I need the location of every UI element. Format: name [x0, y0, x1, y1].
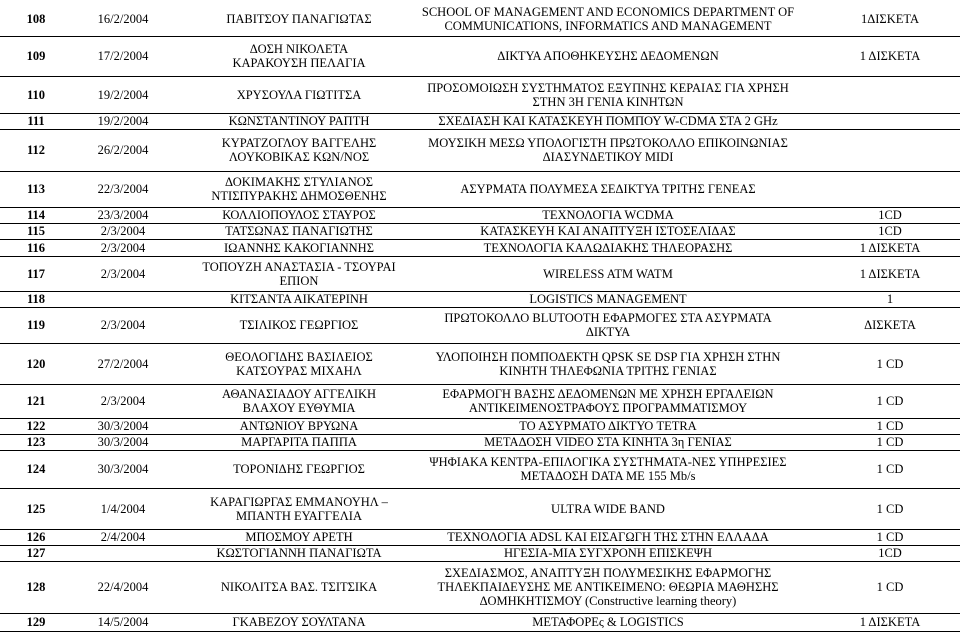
- student-names-line: ΜΑΡΓΑΡΙΤΑ ΠΑΠΠΑ: [241, 435, 357, 449]
- student-names: [180, 113, 418, 129]
- row-date-line: 22/3/2004: [97, 182, 149, 196]
- storage-medium: [822, 256, 958, 291]
- thesis-title-line: ΤΟ ΑΣΥΡΜΑΤΟ ΔΙΚΤΥΟ TETRA: [519, 419, 697, 433]
- thesis-title-line: ΜΕΤΑΔΟΣΗ VIDEO ΣΤΑ ΚΙΝΗΤΑ 3η ΓΕΝΙΑΣ: [484, 435, 732, 449]
- thesis-title-line: ΕΦΑΡΜΟΓΗ ΒΑΣΗΣ ΔΕΔΟΜΕΝΩΝ ΜΕ ΧΡΗΣΗ ΕΡΓΑΛΕΙΩΝ: [442, 387, 774, 401]
- thesis-title-line: ΤΗΛΕΚΠΑΙΔΕΥΣΗΣ ΜΕ ΑΝΤΙΚΕΙΜΕΝΟ: ΘΕΩΡΙΑ ΜΑΘΗΣΗΣ: [437, 580, 779, 594]
- row-number: [0, 77, 72, 113]
- student-names-line: ΤΑΤΣΩΝΑΣ ΠΑΝΑΓΙΩΤΗΣ: [225, 224, 373, 238]
- row-number-line: 129: [26, 615, 46, 629]
- thesis-title-line: ΤΕΧΝΟΛΟΓΙΑ ΚΑΛΩΔΙΑΚΗΣ ΤΗΛΕΟΡΑΣΗΣ: [483, 240, 733, 255]
- thesis-title-line: ΑΣΥΡΜΑΤΑ ΠΟΛΥΜΕΣΑ ΣΕΔΙΚΤΥΑ ΤΡΙΤΗΣ ΓΕΝΕΑΣ: [460, 182, 756, 196]
- student-names: [180, 529, 418, 545]
- student-names-line: ΚΥΡΑΤΖΟΓΛΟΥ ΒΑΓΓΕΛΗΣ: [221, 136, 377, 150]
- thesis-title: [388, 450, 828, 488]
- row-date-line: 2/3/2004: [100, 240, 146, 255]
- row-number: [0, 488, 72, 529]
- student-names: [180, 488, 418, 529]
- thesis-title: [388, 384, 828, 418]
- row-date-line: 30/3/2004: [97, 462, 149, 476]
- thesis-title-line: ΔΙΚΤΥΑ ΑΠΟΘΗΚΕΥΣΗΣ ΔΕΔΟΜΕΝΩΝ: [497, 49, 719, 63]
- storage-medium: [822, 434, 958, 450]
- storage-medium-line: 1 ΔΙΣΚΕΤΑ: [859, 240, 921, 255]
- storage-medium: [822, 613, 958, 631]
- thesis-title-line: ΑΝΤΙΚΕΙΜΕΝΟΣΤΡΑΦΟΥΣ ΠΡΟΓΡΑΜΜΑΤΙΣΜΟΥ: [468, 401, 748, 415]
- row-number-line: 124: [26, 462, 46, 476]
- thesis-title: [388, 434, 828, 450]
- row-number: [0, 129, 72, 171]
- thesis-title-line: ΣΧΕΔΙΑΣΜΟΣ, ΑΝΑΠΤΥΞΗ ΠΟΛΥΜΕΣΙΚΗΣ ΕΦΑΡΜΟΓΗΣ: [444, 566, 772, 580]
- row-date: [70, 129, 176, 171]
- student-names-line: ΙΩΑΝΝΗΣ ΚΑΚΟΓΙΑΝΝΗΣ: [224, 240, 374, 255]
- row-number: [0, 256, 72, 291]
- thesis-title-line: ULTRA WIDE BAND: [551, 501, 665, 516]
- storage-medium: [822, 207, 958, 223]
- student-names: [180, 36, 418, 76]
- student-names: [180, 418, 418, 434]
- student-names-line: ΤΟΡΟΝΙΔΗΣ ΓΕΩΡΓΙΟΣ: [233, 462, 365, 476]
- thesis-title: [388, 613, 828, 631]
- student-names: [180, 613, 418, 631]
- row-date: [70, 561, 176, 613]
- storage-medium: [822, 384, 958, 418]
- thesis-title: [388, 307, 828, 343]
- storage-medium-line: 1 CD: [876, 435, 904, 449]
- student-names-line: ΝΤΙΣΠΥΡΑΚΗΣ ΔΗΜΟΣΘΕΝΗΣ: [211, 189, 387, 203]
- student-names-line: ΚΩΝΣΤΑΝΤΙΝΟΥ ΡΑΠΤΗ: [228, 114, 370, 128]
- student-names: [180, 434, 418, 450]
- row-number-line: 119: [26, 318, 46, 332]
- row-number-line: 121: [26, 394, 46, 408]
- row-number: [0, 239, 72, 256]
- row-number-line: 116: [26, 240, 46, 255]
- row-number-line: 115: [26, 224, 46, 238]
- row-date-line: 1/4/2004: [100, 501, 146, 516]
- row-date-line: 30/3/2004: [97, 435, 149, 449]
- thesis-title-line: ΜΟΥΣΙΚΗ ΜΕΣΩ ΥΠΟΛΟΓΙΣΤΗ ΠΡΩΤΟΚΟΛΛΟ ΕΠΙΚΟΙΝΩΝΙΑΣ: [428, 136, 788, 150]
- row-number-line: 113: [26, 182, 46, 196]
- storage-medium-line: 1 CD: [876, 501, 904, 516]
- thesis-title-line: WIRELESS ATM WATM: [543, 266, 673, 281]
- storage-medium-line: 1: [886, 292, 894, 306]
- thesis-title-line: COMMUNICATIONS, INFORMATICS AND MANAGEMENT: [444, 19, 772, 33]
- row-date-line: 22/4/2004: [97, 580, 149, 594]
- storage-medium-line: 1 CD: [876, 394, 904, 408]
- row-date: [70, 307, 176, 343]
- thesis-title-line: ΗΓΕΣΙΑ-ΜΙΑ ΣΥΓΧΡΟΝΗ ΕΠΙΣΚΕΨΗ: [504, 546, 712, 560]
- row-date-line: 26/2/2004: [97, 143, 149, 157]
- storage-medium: [822, 223, 958, 239]
- row-date-line: 19/2/2004: [97, 88, 149, 102]
- student-names-line: ΘΕΟΛΟΓΙΔΗΣ ΒΑΣΙΛΕΙΟΣ: [225, 349, 373, 364]
- thesis-title-line: ΜΕΤΑΔΟΣΗ DATA ΜΕ 155 Mb/s: [520, 469, 696, 483]
- thesis-title-line: ΔΙΚΤΥΑ: [585, 325, 631, 339]
- storage-medium: [822, 2, 958, 36]
- student-names-line: ΜΠΟΣΜΟΥ ΑΡΕΤΗ: [245, 530, 353, 544]
- student-names-line: ΒΛΑΧΟΥ ΕΥΘΥΜΙΑ: [242, 401, 356, 415]
- row-date-line: 2/4/2004: [100, 530, 146, 544]
- row-number: [0, 307, 72, 343]
- thesis-title-line: ΨΗΦΙΑΚΑ ΚΕΝΤΡΑ-ΕΠΙΛΟΓΙΚΑ ΣΥΣΤΗΜΑΤΑ-ΝΕΣ ΥΠΗΡΕΣΙΕΣ: [429, 455, 787, 469]
- thesis-title-line: ΣΧΕΔΙΑΣΗ ΚΑΙ ΚΑΤΑΣΚΕΥΗ ΠΟΜΠΟΥ W-CDMA ΣΤΑ 2 GHz: [438, 114, 778, 128]
- row-date: [70, 77, 176, 113]
- thesis-title-line: ΚΙΝΗΤΗ ΤΗΛΕΦΩΝΙΑ ΤΡΙΤΗΣ ΓΕΝΙΑΣ: [499, 363, 717, 378]
- row-number: [0, 434, 72, 450]
- row-date-line: 30/3/2004: [97, 419, 149, 433]
- row-number-line: 117: [26, 266, 46, 281]
- student-names-line: ΠΑΒΙΤΣΟΥ ΠΑΝΑΓΙΩΤΑΣ: [226, 12, 372, 26]
- student-names-line: ΑΘΑΝΑΣΙΑΔΟΥ ΑΓΓΕΛΙΚΗ: [221, 387, 377, 401]
- row-date: [70, 2, 176, 36]
- thesis-title: [388, 129, 828, 171]
- row-date: [70, 256, 176, 291]
- thesis-title-line: ΤΕΧΝΟΛΟΓΙΑ WCDMA: [542, 208, 674, 222]
- row-number-line: 122: [26, 419, 46, 433]
- row-number: [0, 450, 72, 488]
- thesis-title: [388, 488, 828, 529]
- student-names-line: ΛΟΥΚΟΒΙΚΑΣ ΚΩΝ/ΝΟΣ: [228, 150, 370, 164]
- row-number-line: 109: [26, 49, 46, 63]
- thesis-title: [388, 77, 828, 113]
- row-number-line: 120: [26, 356, 46, 371]
- student-names-line: ΚΟΛΛΙΟΠΟΥΛΟΣ ΣΤΑΥΡΟΣ: [222, 208, 376, 222]
- storage-medium-line: 1 CD: [876, 419, 904, 433]
- thesis-title-line: ΤΕΧΝΟΛΟΓΙΑ ADSL ΚΑΙ ΕΙΣΑΓΩΓΗ ΤΗΣ ΣΤΗΝ ΕΛΛΑΔΑ: [447, 530, 769, 544]
- student-names-line: ΚΑΡΑΚΟΥΣΗ ΠΕΛΑΓΙΑ: [232, 56, 366, 70]
- thesis-title-line: ΠΡΟΣΟΜΟΙΩΣΗ ΣΥΣΤΗΜΑΤΟΣ ΕΞΥΠΝΗΣ ΚΕΡΑΙΑΣ ΓΙΑ ΧΡΗΣΗ: [427, 81, 789, 95]
- row-number: [0, 113, 72, 129]
- storage-medium: [822, 545, 958, 561]
- thesis-title-line: ΥΛΟΠΟΙΗΣΗ ΠΟΜΠΟΔΕΚΤΗ QPSK SE DSP ΓΙΑ ΧΡΗΣΗ ΣΤΗΝ: [435, 349, 781, 364]
- row-date-line: 2/3/2004: [100, 394, 146, 408]
- student-names: [180, 77, 418, 113]
- thesis-title-line: SCHOOL OF MANAGEMENT AND ECONOMICS DEPARTMENT OF: [421, 5, 795, 19]
- storage-medium: [822, 36, 958, 76]
- thesis-title: [388, 343, 828, 384]
- thesis-title: [388, 171, 828, 207]
- student-names: [180, 307, 418, 343]
- thesis-title-line: ΣΤΗΝ 3Η ΓΕΝΙΑ ΚΙΝΗΤΩΝ: [532, 95, 684, 109]
- student-names-line: ΚΑΤΣΟΥΡΑΣ ΜΙΧΑΗΛ: [236, 363, 362, 378]
- thesis-title: [388, 561, 828, 613]
- storage-medium: [822, 307, 958, 343]
- student-names-line: ΔΟΚΙΜΑΚΗΣ ΣΤΥΛΙΑΝΟΣ: [224, 175, 374, 189]
- row-date: [70, 488, 176, 529]
- student-names-line: ΓΚΑΒΕΖΟΥ ΣΟΥΛΤΑΝΑ: [232, 615, 366, 629]
- row-number: [0, 561, 72, 613]
- thesis-title: [388, 418, 828, 434]
- row-number: [0, 36, 72, 76]
- row-date-line: 16/2/2004: [97, 12, 149, 26]
- student-names: [180, 207, 418, 223]
- row-date: [70, 613, 176, 631]
- thesis-title: [388, 529, 828, 545]
- student-names: [180, 256, 418, 291]
- storage-medium: [822, 529, 958, 545]
- row-number: [0, 343, 72, 384]
- row-date: [70, 343, 176, 384]
- student-names: [180, 2, 418, 36]
- thesis-title: [388, 113, 828, 129]
- thesis-title: [388, 256, 828, 291]
- storage-medium-line: 1 ΔΙΣΚΕΤΑ: [859, 266, 921, 281]
- row-date: [70, 113, 176, 129]
- storage-medium-line: 1 CD: [876, 530, 904, 544]
- row-date-line: 2/3/2004: [100, 318, 146, 332]
- row-date: [70, 384, 176, 418]
- row-number: [0, 384, 72, 418]
- storage-medium: [822, 488, 958, 529]
- row-number-line: 108: [26, 12, 46, 26]
- storage-medium: [822, 450, 958, 488]
- thesis-title: [388, 2, 828, 36]
- student-names-line: ΤΟΠΟΥΖΗ ΑΝΑΣΤΑΣΙΑ - ΤΣΟΥΡΑΙ: [202, 259, 396, 274]
- storage-medium-line: 1CD: [878, 224, 902, 238]
- storage-medium: [822, 239, 958, 256]
- row-number: [0, 291, 72, 307]
- row-date: [70, 434, 176, 450]
- thesis-title-line: LOGISTICS MANAGEMENT: [529, 292, 687, 306]
- thesis-title-line: ΔΙΑΣΥΝΔΕΤΙΚΟΥ MIDI: [542, 150, 674, 164]
- student-names: [180, 450, 418, 488]
- row-date-line: 23/3/2004: [97, 208, 149, 222]
- thesis-title: [388, 207, 828, 223]
- storage-medium-line: 1 ΔΙΣΚΕΤΑ: [859, 49, 921, 63]
- row-date-line: 2/3/2004: [100, 224, 146, 238]
- storage-medium-line: 1 CD: [876, 462, 904, 476]
- row-date-line: 14/5/2004: [97, 615, 149, 629]
- student-names: [180, 384, 418, 418]
- row-number: [0, 171, 72, 207]
- row-number: [0, 2, 72, 36]
- student-names-line: ΕΠΙΟΝ: [279, 273, 319, 288]
- row-number: [0, 207, 72, 223]
- student-names: [180, 223, 418, 239]
- row-date: [70, 450, 176, 488]
- student-names-line: ΤΣΙΛΙΚΟΣ ΓΕΩΡΓΙΟΣ: [239, 318, 359, 332]
- row-date: [70, 171, 176, 207]
- row-date: [70, 529, 176, 545]
- row-date-line: 27/2/2004: [97, 356, 149, 371]
- row-number-line: 127: [26, 546, 46, 560]
- row-number-line: 114: [26, 208, 46, 222]
- thesis-title: [388, 36, 828, 76]
- thesis-title: [388, 291, 828, 307]
- row-divider: [0, 631, 960, 632]
- storage-medium-line: 1CD: [878, 546, 902, 560]
- student-names-line: ΔΟΣΗ ΝΙΚΟΛΕΤΑ: [249, 42, 349, 56]
- thesis-title-line: ΔΟΜΗΚΗΤΙΣΜΟΥ (Constructive learning theory): [479, 594, 737, 608]
- row-number-line: 110: [26, 88, 46, 102]
- student-names: [180, 129, 418, 171]
- row-number-line: 125: [26, 501, 46, 516]
- student-names: [180, 545, 418, 561]
- storage-medium: [822, 418, 958, 434]
- student-names-line: ΜΠΑΝΤΗ ΕΥΑΓΓΕΛΙΑ: [236, 508, 362, 523]
- storage-medium-line: 1 CD: [876, 580, 904, 594]
- student-names: [180, 561, 418, 613]
- thesis-title: [388, 239, 828, 256]
- storage-medium-line: 1 ΔΙΣΚΕΤΑ: [859, 615, 921, 629]
- row-number-line: 128: [26, 580, 46, 594]
- row-number-line: 126: [26, 530, 46, 544]
- row-date: [70, 207, 176, 223]
- row-date: [70, 239, 176, 256]
- student-names: [180, 291, 418, 307]
- storage-medium: [822, 291, 958, 307]
- row-number-line: 112: [26, 143, 46, 157]
- row-number-line: 118: [26, 292, 46, 306]
- row-number: [0, 529, 72, 545]
- student-names: [180, 239, 418, 256]
- row-number: [0, 613, 72, 631]
- student-names: [180, 343, 418, 384]
- storage-medium-line: ΔΙΣΚΕΤΑ: [864, 318, 916, 332]
- storage-medium-line: 1ΔΙΣΚΕΤΑ: [860, 12, 920, 26]
- student-names-line: ΑΝΤΩΝΙΟΥ ΒΡΥΩΝΑ: [239, 419, 359, 433]
- row-date-line: 17/2/2004: [97, 49, 149, 63]
- storage-medium-line: 1 CD: [876, 356, 904, 371]
- student-names-line: ΧΡΥΣΟΥΛΑ ΓΙΩΤΙΤΣΑ: [236, 88, 362, 102]
- thesis-title-line: ΚΑΤΑΣΚΕΥΗ ΚΑΙ ΑΝΑΠΤΥΞΗ ΙΣΤΟΣΕΛΙΔΑΣ: [480, 224, 736, 238]
- row-date: [70, 418, 176, 434]
- row-number: [0, 545, 72, 561]
- student-names-line: ΚΙΤΣΑΝΤΑ ΑΙΚΑΤΕΡΙΝΗ: [230, 292, 368, 306]
- student-names-line: ΝΙΚΟΛΙΤΣΑ ΒΑΣ. ΤΣΙΤΣΙΚΑ: [220, 580, 378, 594]
- row-date: [70, 223, 176, 239]
- student-names-line: ΚΑΡΑΓΙΩΡΓΑΣ ΕΜΜΑΝΟΥΗΛ –: [210, 494, 388, 509]
- storage-medium-line: 1CD: [878, 208, 902, 222]
- storage-medium: [822, 343, 958, 384]
- thesis-title: [388, 545, 828, 561]
- row-number: [0, 223, 72, 239]
- row-date-line: 19/2/2004: [97, 114, 149, 128]
- storage-medium: [822, 561, 958, 613]
- row-number-line: 111: [27, 114, 45, 128]
- thesis-title: [388, 223, 828, 239]
- row-date-line: 2/3/2004: [100, 266, 146, 281]
- row-number-line: 123: [26, 435, 46, 449]
- student-names: [180, 171, 418, 207]
- thesis-title-line: ΜΕΤΑΦΟΡEς & LOGISTICS: [532, 615, 684, 629]
- row-number: [0, 418, 72, 434]
- student-names-line: ΚΩΣΤΟΓΙΑΝΝΗ ΠΑΝΑΓΙΩΤΑ: [216, 546, 382, 560]
- row-date: [70, 36, 176, 76]
- thesis-title-line: ΠΡΩΤΟΚΟΛΛΟ BLUTOOTH ΕΦΑΡΜΟΓΕΣ ΣΤΑ ΑΣΥΡΜΑΤΑ: [444, 311, 772, 325]
